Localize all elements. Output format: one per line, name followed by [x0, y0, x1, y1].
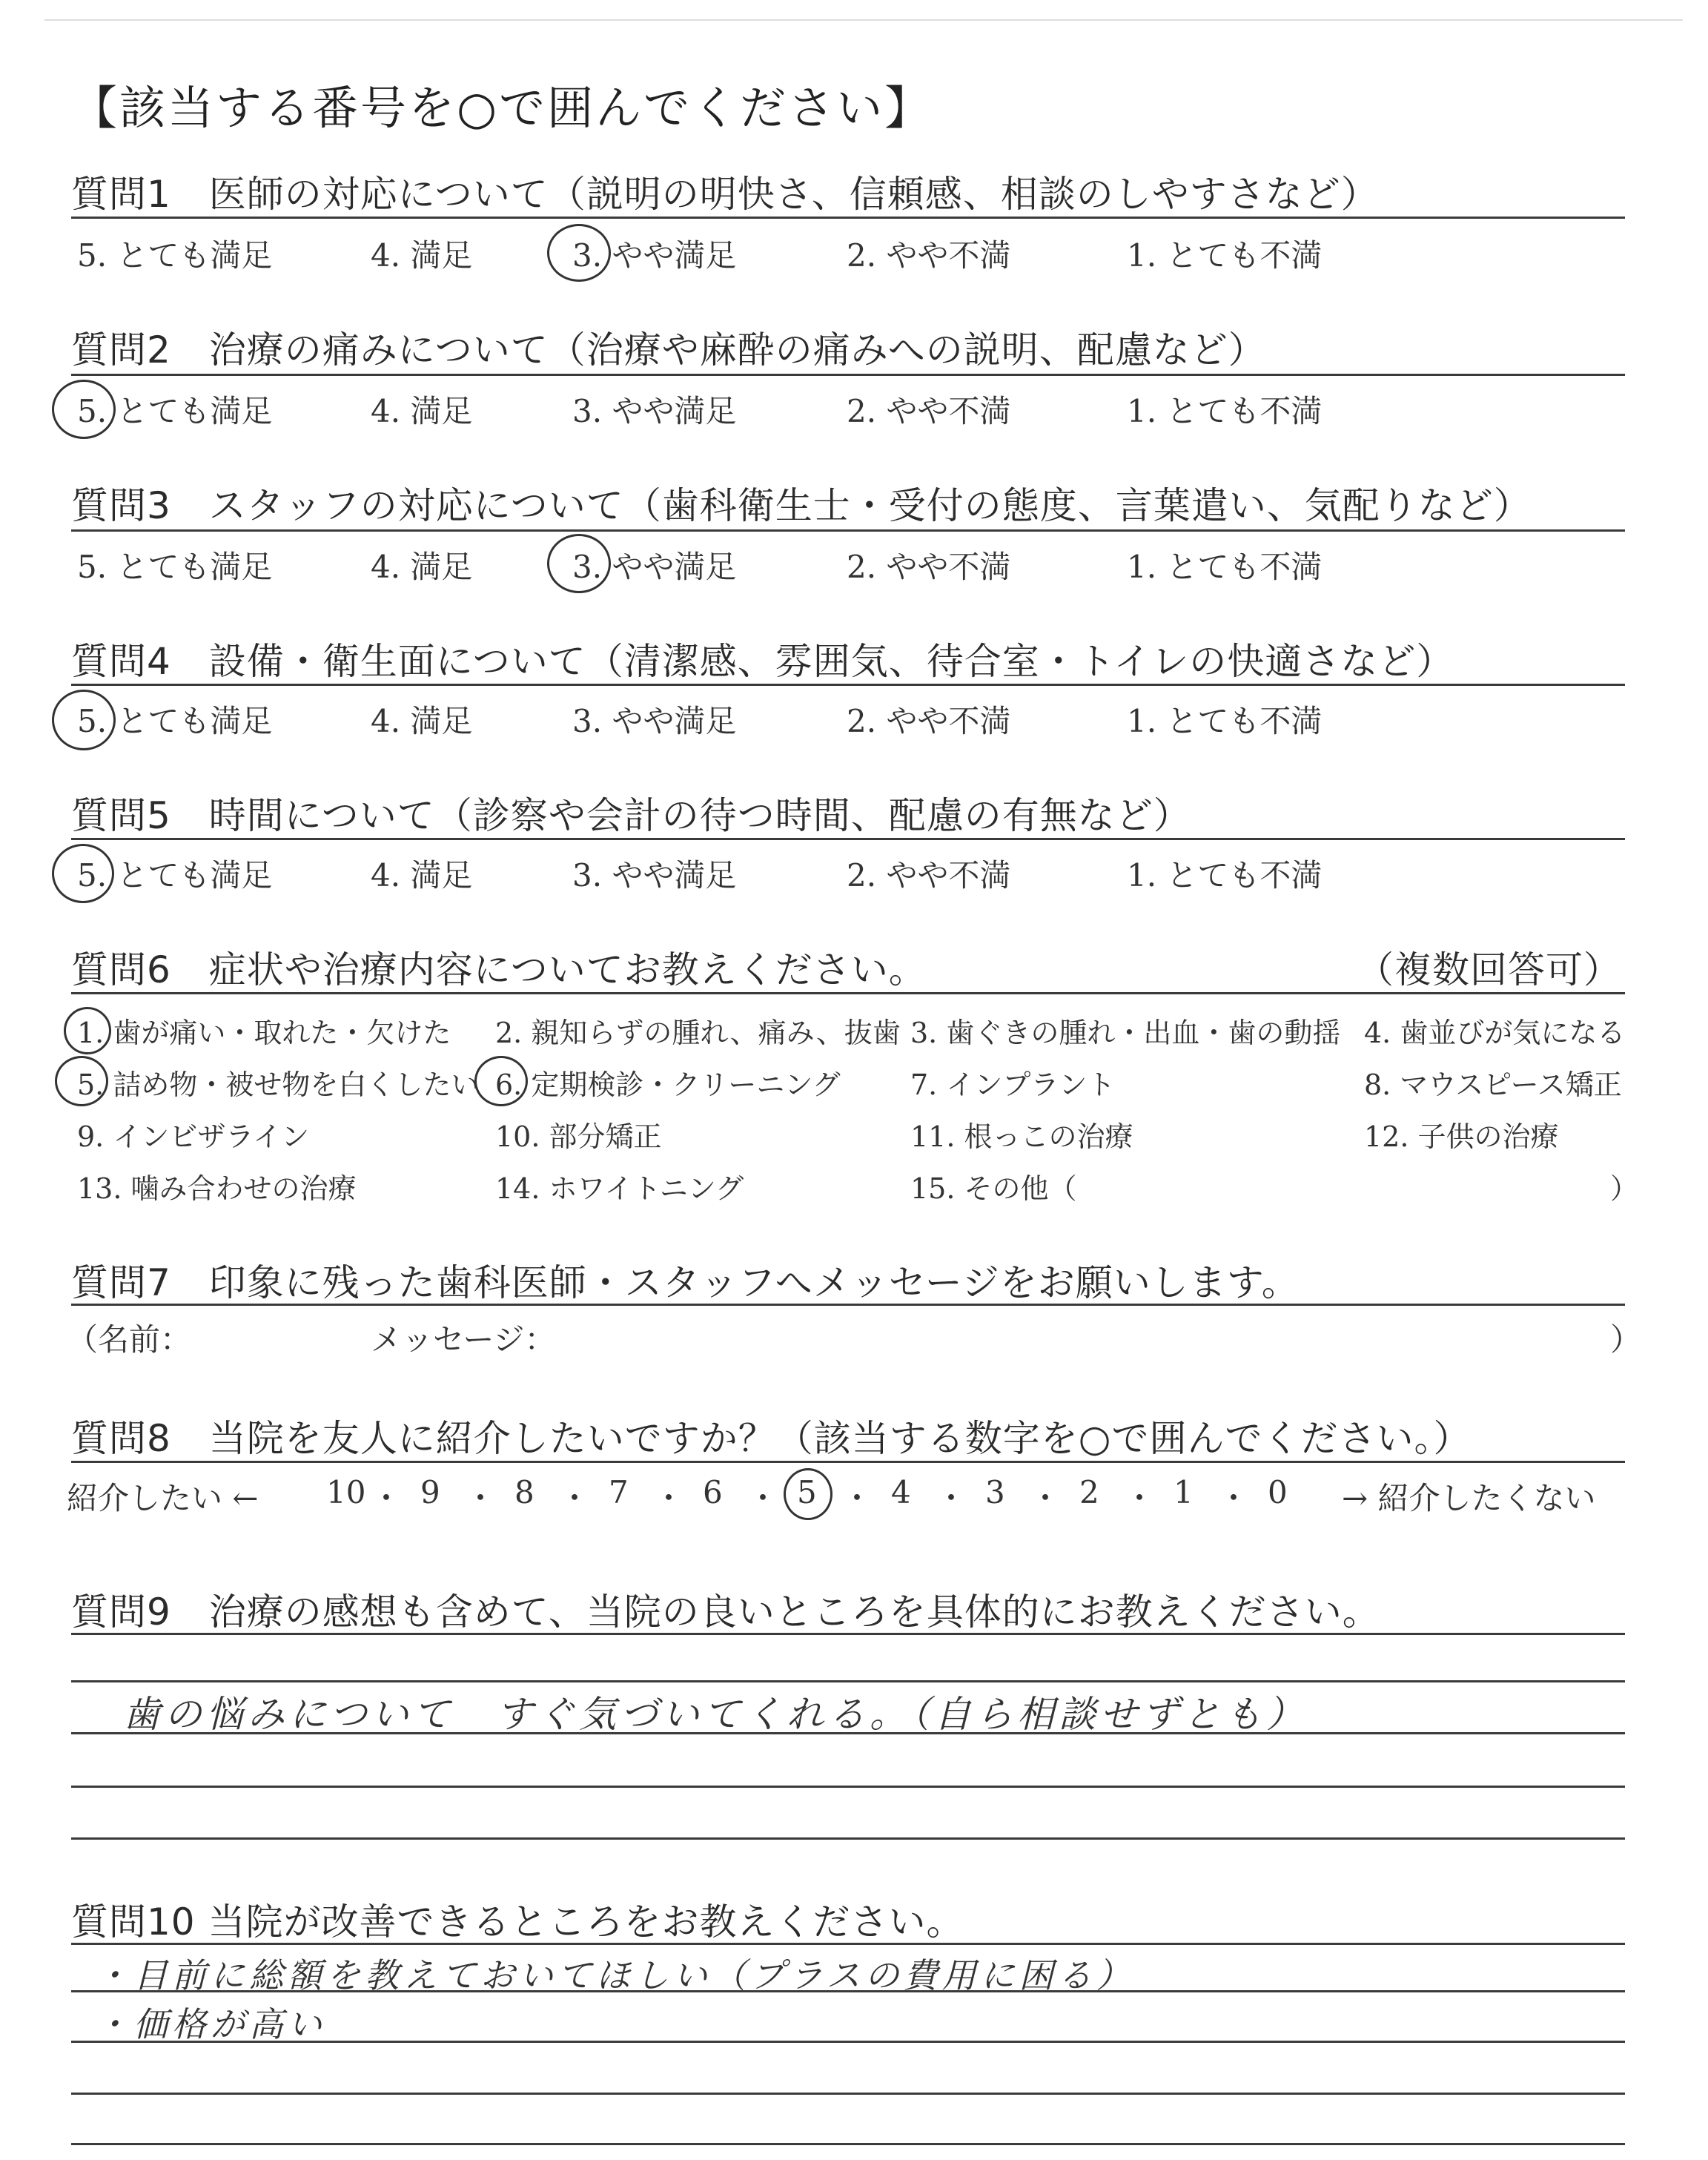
question-6-note: （複数回答可）	[1357, 948, 1621, 991]
q6-option-15[interactable]: 15. その他（	[910, 1172, 1077, 1205]
q6-option-14[interactable]: 14. ホワイトニング	[495, 1172, 744, 1205]
q3-option-4[interactable]: 4. 満足	[371, 549, 473, 585]
q8-scale-value[interactable]: 7	[609, 1474, 629, 1510]
q6-option-13[interactable]: 13. 噛み合わせの治療	[77, 1172, 357, 1205]
q6-selection-circle-5	[55, 1056, 108, 1106]
q7-name-label: （名前：	[67, 1321, 192, 1358]
question-7-rule	[71, 1304, 1625, 1306]
q6-option-3[interactable]: 3. 歯ぐきの腫れ・出血・歯の動揺	[910, 1017, 1341, 1049]
question-10-title: 質問10 当院が改善できるところをお教えください。	[71, 1900, 964, 1943]
q6-option-9[interactable]: 9. インビザライン	[77, 1120, 310, 1153]
q6-option-15-close: ）	[1610, 1172, 1639, 1205]
q8-scale-value[interactable]: 5	[797, 1474, 817, 1510]
q10-handwritten-answer-2: ・価格が高い	[95, 2004, 326, 2044]
q4-option-1[interactable]: 1. とても不満	[1127, 703, 1323, 739]
q3-option-2[interactable]: 2. やや不満	[847, 549, 1011, 585]
q10-handwritten-answer-1: ・目前に総額を教えておいてほしい（プラスの費用に困る）	[95, 1955, 1135, 1995]
q1-option-1[interactable]: 1. とても不満	[1127, 237, 1323, 274]
question-4-rule	[71, 684, 1625, 686]
q8-scale-value[interactable]: 4	[891, 1474, 911, 1510]
q8-scale-value[interactable]: 0	[1268, 1474, 1288, 1510]
q8-scale-separator: ・	[747, 1480, 779, 1516]
q8-scale-separator: ・	[559, 1480, 591, 1516]
q3-selection-circle	[547, 534, 611, 593]
q6-selection-circle-1	[64, 1007, 111, 1054]
q8-left-label: 紹介したい ←	[67, 1480, 259, 1516]
question-6-title: 質問6 症状や治療内容についてお教えください。	[71, 948, 927, 991]
q6-option-7[interactable]: 7. インプラント	[910, 1069, 1116, 1101]
q8-scale-value[interactable]: 1	[1174, 1474, 1194, 1510]
q3-option-5[interactable]: 5. とても満足	[77, 549, 273, 585]
q2-option-3[interactable]: 3. やや満足	[572, 393, 737, 429]
q2-option-2[interactable]: 2. やや不満	[847, 393, 1011, 429]
q2-selection-circle	[52, 380, 116, 439]
q2-option-5[interactable]: 5. とても満足	[77, 393, 273, 429]
q5-option-1[interactable]: 1. とても不満	[1127, 857, 1323, 894]
q5-option-2[interactable]: 2. やや不満	[847, 857, 1011, 894]
q7-message-label: メッセージ：	[371, 1321, 556, 1358]
q8-scale-value[interactable]: 8	[514, 1474, 534, 1510]
q8-scale-separator: ・	[1124, 1480, 1156, 1516]
question-1-title: 質問1 医師の対応について（説明の明快さ、信頼感、相談のしやすさなど）	[71, 173, 1379, 216]
q8-scale-separator: ・	[936, 1480, 967, 1516]
q2-option-1[interactable]: 1. とても不満	[1127, 393, 1323, 429]
q6-selection-circle-6	[474, 1056, 528, 1106]
q8-scale-value[interactable]: 10	[326, 1474, 366, 1510]
q8-scale-value[interactable]: 6	[703, 1474, 723, 1510]
question-10-rule-1	[71, 1943, 1625, 1945]
q3-option-1[interactable]: 1. とても不満	[1127, 549, 1323, 585]
q2-option-4[interactable]: 4. 満足	[371, 393, 473, 429]
question-10-rule-5	[71, 2143, 1625, 2145]
q8-scale-value[interactable]: 3	[985, 1474, 1005, 1510]
q8-scale-separator: ・	[371, 1480, 403, 1516]
q6-option-12[interactable]: 12. 子供の治療	[1364, 1120, 1559, 1153]
question-9-rule-2	[71, 1680, 1625, 1682]
q6-option-8[interactable]: 8. マウスピース矯正	[1364, 1069, 1622, 1101]
q8-scale-value[interactable]: 2	[1079, 1474, 1099, 1510]
q8-scale-value[interactable]: 9	[420, 1474, 440, 1510]
q4-selection-circle	[52, 690, 116, 750]
q6-option-2[interactable]: 2. 親知らずの腫れ、痛み、抜歯	[495, 1017, 901, 1049]
q5-option-4[interactable]: 4. 満足	[371, 857, 473, 894]
q1-selection-circle	[547, 224, 611, 282]
q5-option-3[interactable]: 3. やや満足	[572, 857, 737, 894]
q3-option-3[interactable]: 3. やや満足	[572, 549, 737, 585]
q1-option-4[interactable]: 4. 満足	[371, 237, 473, 274]
question-8-title: 質問8 当院を友人に紹介したいですか？（該当する数字を○で囲んでください。）	[71, 1417, 1472, 1460]
question-3-title: 質問3 スタッフの対応について（歯科衛生士・受付の態度、言葉遣い、気配りなど）	[71, 484, 1532, 527]
question-6-rule	[71, 992, 1625, 994]
q8-scale-separator: ・	[1030, 1480, 1062, 1516]
q6-option-6[interactable]: 6. 定期検診・クリーニング	[495, 1069, 841, 1101]
q8-scale-separator: ・	[653, 1480, 685, 1516]
q8-scale-separator: ・	[465, 1480, 497, 1516]
q1-option-2[interactable]: 2. やや不満	[847, 237, 1011, 274]
q4-option-3[interactable]: 3. やや満足	[572, 703, 737, 739]
question-2-title: 質問2 治療の痛みについて（治療や麻酔の痛みへの説明、配慮など）	[71, 328, 1266, 371]
page-top-edge	[44, 19, 1683, 21]
q7-close-paren: ）	[1610, 1321, 1642, 1358]
q6-option-4[interactable]: 4. 歯並びが気になる	[1364, 1017, 1626, 1049]
q4-option-2[interactable]: 2. やや不満	[847, 703, 1011, 739]
q4-option-4[interactable]: 4. 満足	[371, 703, 473, 739]
question-9-rule-1	[71, 1633, 1625, 1635]
q8-right-label: → 紹介したくない	[1342, 1480, 1596, 1516]
q1-option-5[interactable]: 5. とても満足	[77, 237, 273, 274]
question-2-rule	[71, 374, 1625, 376]
question-1-rule	[71, 217, 1625, 219]
question-5-rule	[71, 838, 1625, 840]
q6-option-1[interactable]: 1. 歯が痛い・取れた・欠けた	[77, 1017, 451, 1049]
question-8-rule	[71, 1461, 1625, 1463]
q8-selection-circle	[784, 1468, 833, 1520]
q6-option-10[interactable]: 10. 部分矯正	[495, 1120, 662, 1153]
question-10-rule-4	[71, 2093, 1625, 2095]
question-9-rule-4	[71, 1786, 1625, 1788]
question-3-rule	[71, 529, 1625, 532]
q6-option-5[interactable]: 5. 詰め物・被せ物を白くしたい	[77, 1069, 480, 1101]
q8-scale-separator: ・	[1218, 1480, 1250, 1516]
q5-option-5[interactable]: 5. とても満足	[77, 857, 273, 894]
question-4-title: 質問4 設備・衛生面について（清潔感、雰囲気、待合室・トイレの快適さなど）	[71, 640, 1454, 683]
q5-selection-circle	[52, 844, 114, 903]
question-7-title: 質問7 印象に残った歯科医師・スタッフへメッセージをお願いします。	[71, 1261, 1300, 1304]
q4-option-5[interactable]: 5. とても満足	[77, 703, 273, 739]
question-9-rule-5	[71, 1837, 1625, 1840]
page-header: 【該当する番号を○で囲んでください】	[71, 81, 933, 135]
q6-option-11[interactable]: 11. 根っこの治療	[910, 1120, 1133, 1153]
q8-scale-separator: ・	[841, 1480, 873, 1516]
q1-option-3[interactable]: 3. やや満足	[572, 237, 737, 274]
question-9-title: 質問9 治療の感想も含めて、当院の良いところを具体的にお教えください。	[71, 1591, 1380, 1634]
question-5-title: 質問5 時間について（診察や会計の待つ時間、配慮の有無など）	[71, 794, 1191, 837]
q9-handwritten-answer: 歯の悩みについて すぐ気づいてくれる。（自ら相談せずとも）	[123, 1693, 1308, 1736]
